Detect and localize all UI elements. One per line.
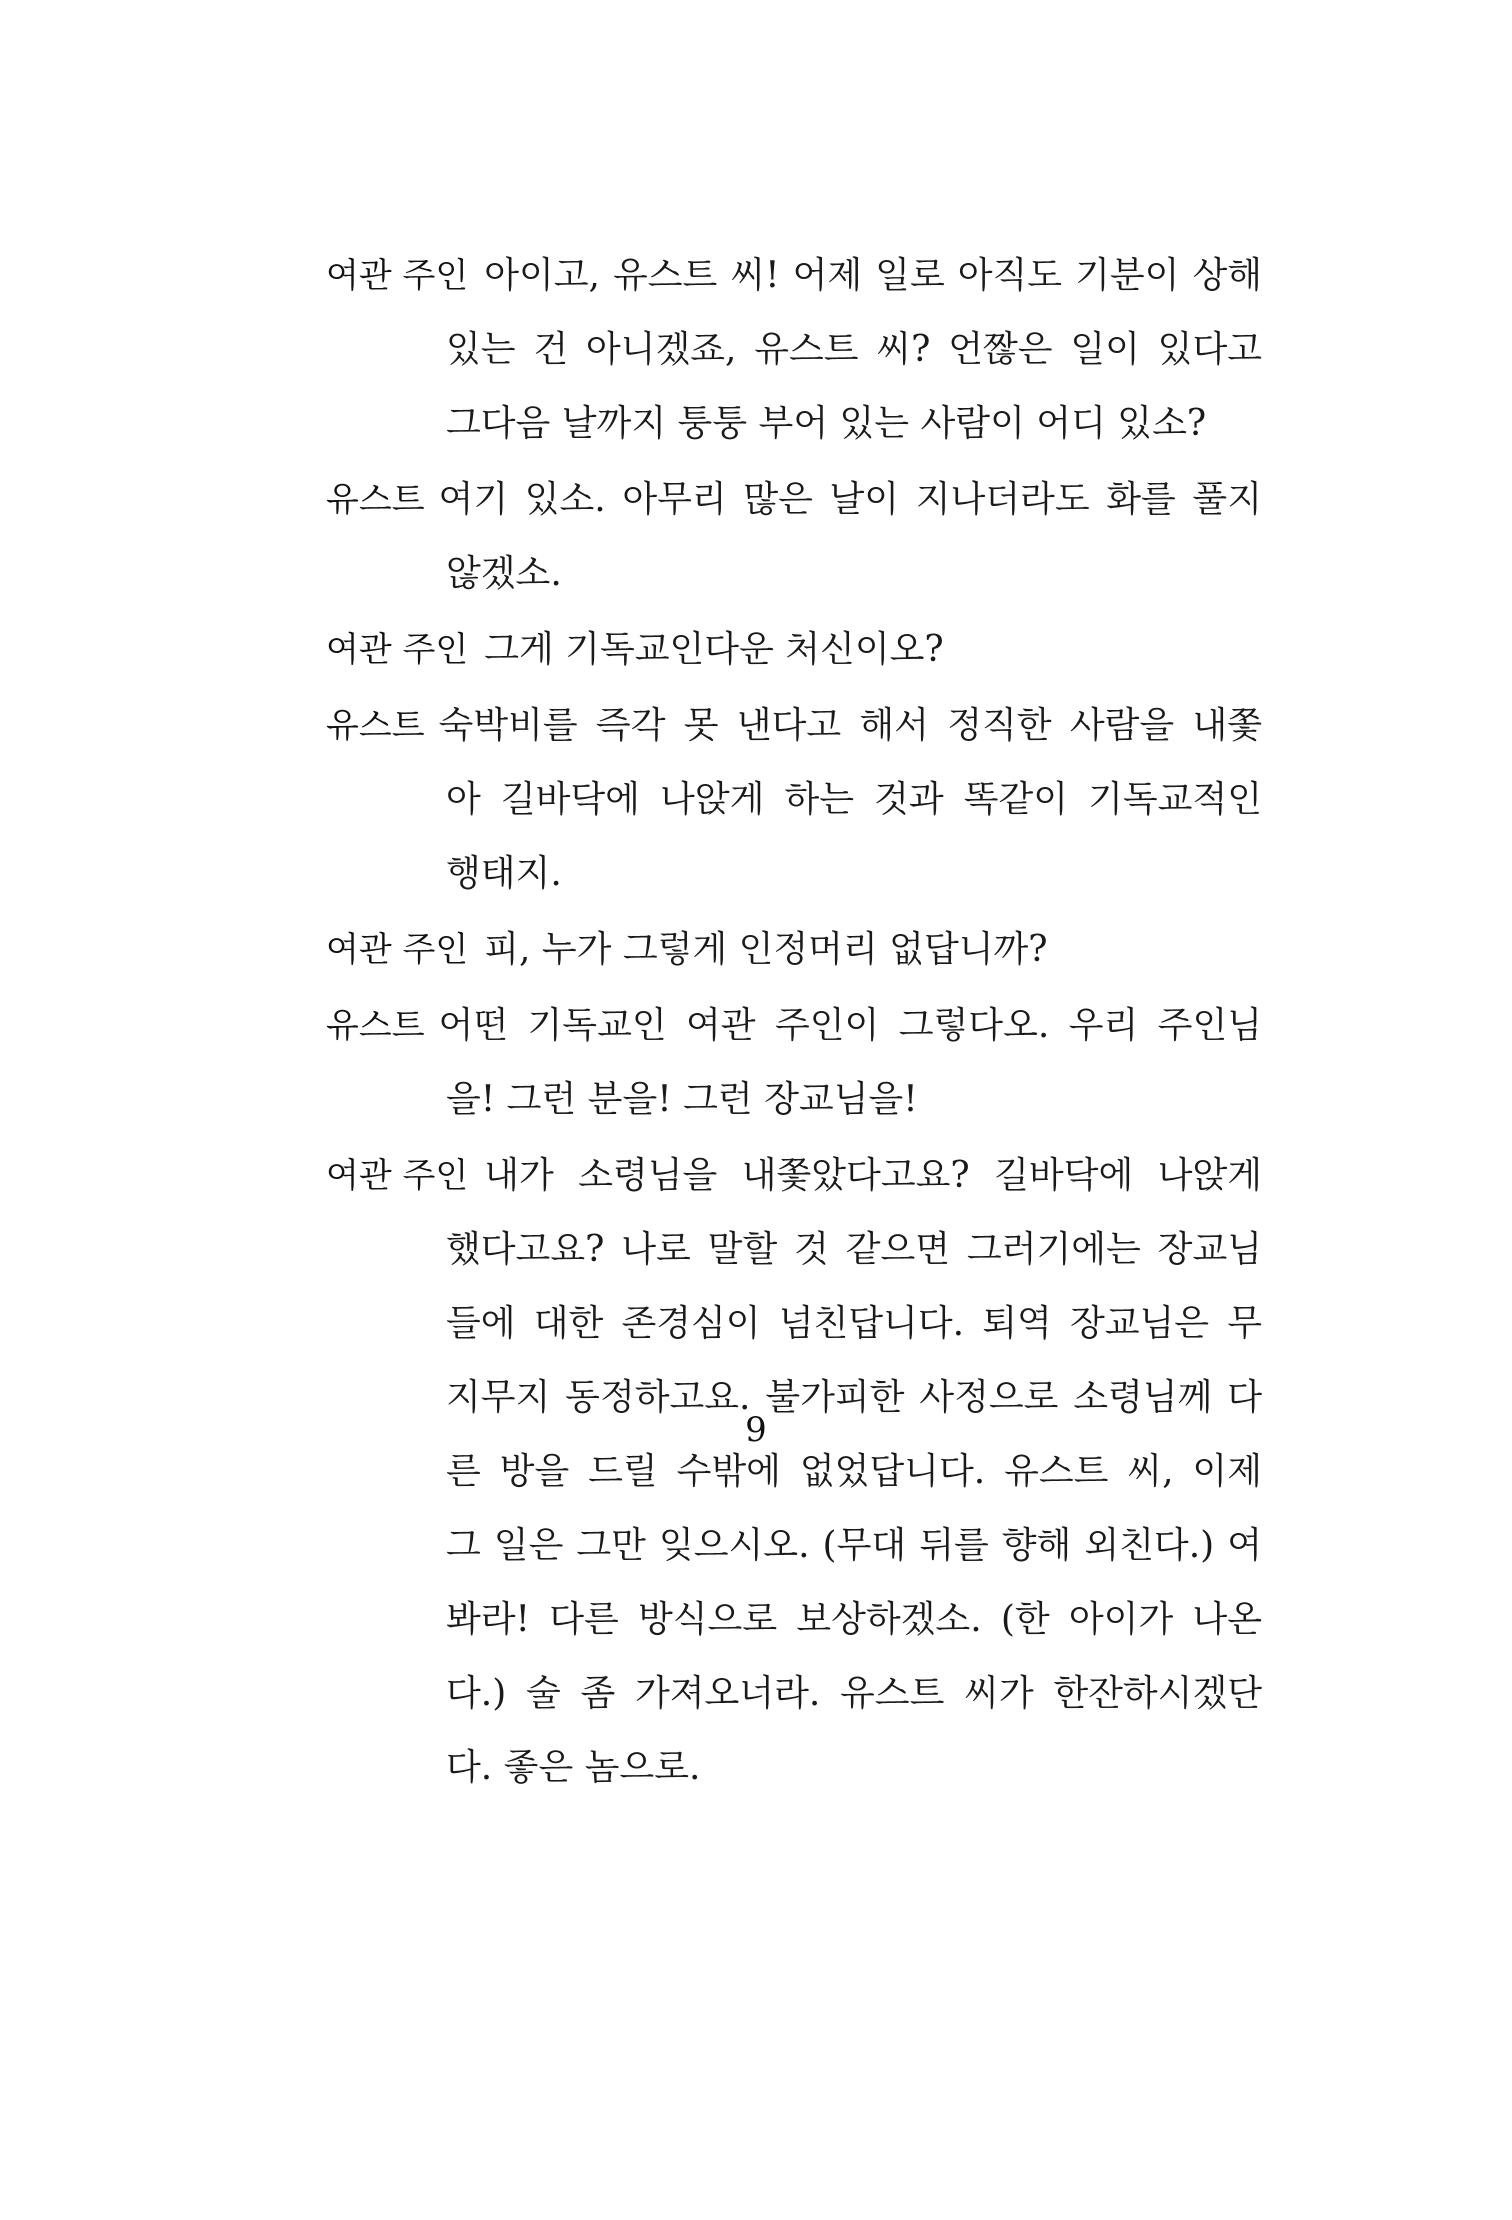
speaker-name: 여관 주인 [326, 256, 469, 296]
dialogue-line [326, 248, 1262, 322]
dialogue-entry [326, 922, 1262, 978]
dialogue-text: 내가 소령님을 내쫓았다고요? 길바닥에 나앉게 [484, 1155, 1262, 1196]
dialogue-text: 피, 누가 그렇게 인정머리 없답니까? [484, 929, 1048, 970]
dialogue-line [326, 622, 1262, 678]
dialogue-line: 들에 대한 존경심이 넘친답니다. 퇴역 장교님은 무 [446, 1303, 1262, 1344]
speaker-name: 유스트 [326, 480, 425, 520]
dialogue-entry [326, 998, 1262, 1128]
speaker-name: 유스트 [326, 1006, 425, 1046]
dialogue-line: 그 일은 그만 잊으시오. (무대 뒤를 향해 외친다.) 여 [446, 1525, 1262, 1566]
dialogue-line [326, 698, 1262, 772]
dialogue-text: 어떤 기독교인 여관 주인이 그렇다오. 우리 주인님 [438, 1005, 1262, 1046]
dialogue-entry [326, 698, 1262, 902]
dialogue-line: 다. 좋은 놈으로. [446, 1747, 701, 1788]
dialogue-line [326, 1148, 1262, 1222]
dialogue-entry [326, 248, 1262, 452]
dialogue-line: 했다고요? 나로 말할 것 같으면 그러기에는 장교님 [446, 1229, 1262, 1270]
dialogue-line: 지무지 동정하고요. 불가피한 사정으로 소령님께 다 [446, 1377, 1262, 1418]
dialogue-line [326, 922, 1262, 978]
dialogue-line: 않겠소. [446, 553, 562, 594]
dialogue-line [326, 472, 1262, 546]
speaker-name: 여관 주인 [326, 930, 469, 970]
dialogue-text: 그게 기독교인다운 처신이오? [484, 629, 944, 670]
dialogue-line: 른 방을 드릴 수밖에 없었답니다. 유스트 씨, 이제 [446, 1451, 1262, 1492]
dialogue-line: 아 길바닥에 나앉게 하는 것과 똑같이 기독교적인 [446, 779, 1262, 820]
speaker-name: 여관 주인 [326, 630, 469, 670]
page-number: 9 [745, 1410, 767, 1450]
dialogue-text: 숙박비를 즉각 못 낸다고 해서 정직한 사람을 내쫓 [438, 705, 1262, 746]
speaker-name: 여관 주인 [326, 1156, 469, 1196]
dialogue-line: 있는 건 아니겠죠, 유스트 씨? 언짢은 일이 있다고 [446, 329, 1262, 370]
dialogue-entry [326, 472, 1262, 602]
dialogue-text: 아이고, 유스트 씨! 어제 일로 아직도 기분이 상해 [484, 255, 1262, 296]
dialogue-line: 행태지. [446, 853, 562, 894]
dialogue-line [326, 998, 1262, 1072]
dialogue-line: 봐라! 다른 방식으로 보상하겠소. (한 아이가 나온 [446, 1599, 1262, 1640]
dialogue-entry [326, 622, 1262, 678]
dialogue-line: 을! 그런 분을! 그런 장교님을! [446, 1079, 918, 1120]
dialogue-text: 여기 있소. 아무리 많은 날이 지나더라도 화를 풀지 [438, 479, 1262, 520]
speaker-name: 유스트 [326, 706, 425, 746]
dialogue-line: 다.) 술 좀 가져오너라. 유스트 씨가 한잔하시겠단 [446, 1673, 1262, 1714]
dialogue-script [326, 248, 1262, 1816]
dialogue-line: 그다음 날까지 퉁퉁 부어 있는 사람이 어디 있소? [446, 403, 1207, 444]
dialogue-entry [326, 1148, 1262, 1796]
